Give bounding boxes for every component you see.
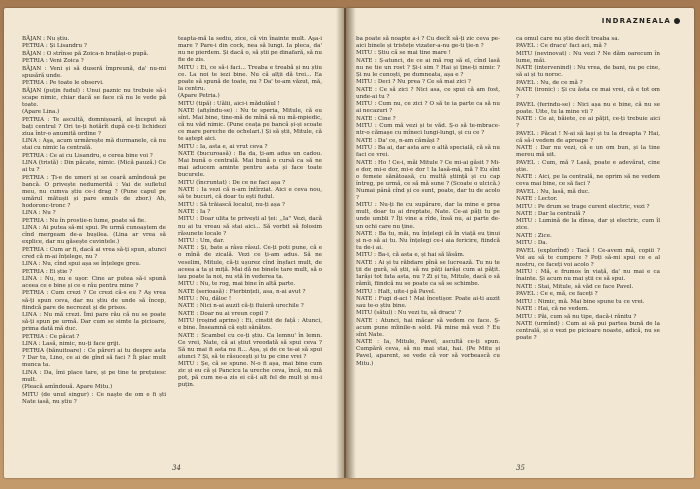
dialogue-paragraph: MITU : Mă, e frumos în viață, da' nu mai e ca înainte. Și acum nu mai știi ce să spui. bbox=[516, 269, 660, 283]
dialogue-paragraph: MITU : Ba ai, dar asta are o altă specială, că să nu faci ce vrei. bbox=[356, 145, 500, 159]
dialogue-paragraph: MITU (nevinovat) : Nu vezi ? Ne dăm oarecum în lume, măi. bbox=[516, 50, 660, 64]
dialogue-paragraph: MITU : Um, dar. bbox=[178, 238, 225, 244]
dialogue-paragraph: PETRIA : Ei știe ? bbox=[22, 268, 73, 275]
running-head-title: INDRAZNEALA bbox=[601, 17, 671, 25]
dialogue-paragraph: NATE : Dar nu vezi, că e un om bun, și la tine mereu mă uit. bbox=[516, 145, 660, 159]
dialogue-paragraph: NATE : Fugi d-aci ! Mai încetișor. Poate ai-ti auzit sau te-o știu bine. bbox=[356, 295, 500, 309]
dialogue-paragraph: BĂJAN : Veni și să duseră împreună, da' nu-mi spusără unde. bbox=[22, 65, 166, 79]
dialogue-paragraph: PAVEL (explorînd) : Tacă ! Ce-avem mă, copiii ? Voi au să te cumpere ? Poți să-mi spui ce e al nostru, ce faceți voi acolo ? bbox=[516, 247, 660, 268]
dialogue-paragraph: LINA : Nu mă crezi. Îmi pare rău că nu se poate să-ți spun pe urmă. Dar cum se simte la picioare, prima dată mă duc. bbox=[22, 311, 166, 333]
dialogue-paragraph: MITU : Cum nu, ce zici ? O să te ia parte ca să nu ai necazuri ? bbox=[356, 101, 500, 115]
dialogue-paragraph: PETRIA : Ce ai cu Lisandru, e cerea bine voi ? bbox=[22, 152, 153, 159]
left-page-column-2 bbox=[178, 36, 322, 390]
dialogue-paragraph: LINA : Ai putea să-mi spui. Pe urmă cunoaștem de cînd mergeam de-a bușilea. (Lina ar vrea să explice, dar nu găsește cuvintele.) bbox=[22, 225, 166, 246]
dialogue-paragraph: MITU : Nu, dâloc ! bbox=[178, 295, 232, 302]
dialogue-paragraph: PETRIA : Și Lisandru ? bbox=[22, 43, 87, 50]
dialogue-paragraph: PETRIA : Ce păcat ? bbox=[22, 333, 80, 340]
dialogue-paragraph: MITU (încruntat) : De ce ne faci așa ? bbox=[178, 179, 286, 186]
dialogue-paragraph: NATE : Hai, că ne vedem. bbox=[516, 306, 589, 313]
dialogue-paragraph: NATE : Atunci, hai măcar să vedem ce face. Ș-acum pune mîinile-n sold. Pă mine mă vezi ? Eu sînt Nate. bbox=[356, 317, 500, 338]
dialogue-paragraph: NATE : Aici, pe la centrală, ne oprim să ne vedem ceva mai bine, ce să faci ? bbox=[516, 174, 660, 188]
dialogue-paragraph: NATE : Zice. bbox=[516, 232, 552, 239]
dialogue-paragraph: (Pleacă amîndouă. Apare Mitu.) bbox=[22, 384, 113, 391]
dialogue-paragraph: MITU : Lumină de la dînsa, dar și electric, cum îl zice. bbox=[516, 218, 660, 232]
dialogue-paragraph: MITU : Pe drum se trage curent electric, vezi ? bbox=[516, 203, 650, 210]
dialogue-paragraph: (Apare Petria.) bbox=[178, 93, 220, 100]
dialogue-paragraph: NATE : Ai și tu răbdare pînă se lucrează. Tu nu te ții de gură, să știi, să nu păți iarăși cum ai pățit. Iarăși tot fata asta, nu ? Zi și tu, Mitule, dacă o să rămîi, fiindcă nu se poate ca să se schimbe. bbox=[356, 259, 500, 288]
dialogue-paragraph: MITU : Să trăiască localul, nu-ți așa ? bbox=[178, 201, 285, 208]
dialogue-paragraph: NATE : Da' ce, n-am cămăși ? bbox=[356, 137, 440, 144]
dialogue-paragraph: PAVEL : Nu, lasă, mă duc. bbox=[516, 188, 590, 195]
dialogue-paragraph: NATE : Ho ! Ce-i, măi Mitule ? Ce mi-ai găsit ? Mi-e dor, mi-e dor, mi-e dor ! Ia lasă-mă, mă ? Eu sînt o femeie sănătoasă, cu multă știință și cu cap întreg, pe urmă, ce să mă sune ? (Scoate o ulcică.) Numai până cînd și ce sunt, poate, dar tu de acolo ? bbox=[356, 159, 500, 201]
dialogue-paragraph: NATE : Nici n-ai auzit că-ți fluieră urechile ? bbox=[178, 303, 304, 310]
dialogue-paragraph: PAVEL : Cum, mă ? Lasă, poate e adevărat, cine știe. bbox=[516, 159, 660, 173]
dialogue-paragraph: PAVEL : Ce e, mă, ce faceți ? bbox=[516, 291, 598, 298]
dialogue-paragraph: BĂJAN (puțin fudul) : Unui paznic nu trebuie să-i scape nimic, chiar dacă se face că nu le vede pă toate. bbox=[22, 87, 166, 108]
right-page bbox=[346, 8, 694, 478]
left-page-column-1 bbox=[22, 36, 166, 406]
dialogue-paragraph: MITU : Nimic, mă. Mai bine spune tu ce vrei. bbox=[516, 298, 645, 305]
right-page-number: 35 bbox=[516, 464, 525, 472]
dialogue-paragraph: (Apare Lina.) bbox=[22, 109, 60, 116]
dialogue-paragraph: BĂJAN : Nu știu. bbox=[22, 36, 70, 42]
dialogue-paragraph: LINA : Da, îmi place tare, și pe tine te prețuiesc mult. bbox=[22, 369, 166, 383]
dialogue-paragraph: NATE (afișîndu-se) : Nu te speria, Mitule, că eu sînt. Mai bine, tine-mă de mînă să nu mă-mpiedic, că nu văd nimic. (Pune ceața pe bancă și-și scoate ce mare pereche de ochelari.) Și să știi, Mitule, că te aștept aici. bbox=[178, 108, 322, 143]
dialogue-paragraph: NATE : Ba tu, măi, nu înțelegi că în viață eu ținui și n-o să ai tu. Nu înțelegi ce-i aia fericire, fiindcă tu de-i ai. bbox=[356, 230, 500, 252]
running-head bbox=[602, 17, 680, 25]
dialogue-paragraph: NATE : Ș-atunci, de ce ai mă rog să el, cînd lasă nu ne tie un rost ? Și-i sim ? Hai și ține-ți nimic ? Și nu le cunoști, pe dumneata, așa e ? bbox=[356, 57, 500, 79]
dialogue-paragraph: NATE : Stai, Mitule, să văd ce face Pavel. bbox=[516, 283, 634, 290]
dialogue-paragraph: MITU : Șe, că se spune. N-o fi așa, mai bine cum zic și eu că și Pancicu la ureche ceva, încă, nu mă pot, pă cum ne-a zis ei că-i alt fel de mult și nu-i puțin. bbox=[178, 361, 322, 389]
dialogue-paragraph: PETRIA : Pe toate le observi. bbox=[22, 80, 104, 87]
dialogue-paragraph: NATE : Și, bate a râsu râsul. Ce-ți poti pune, că e o mînă de zicală. Vezi ce ți-am adus. Să ne veselim, Mitule, că-ți ușurez cînd înșfaci mult, de aceea a ta și miță. Mai dă ne binele tare mult, să o iau poate la noi, nu stă în vederea ta. bbox=[178, 245, 322, 280]
dialogue-paragraph: NATE (serioasă) : Fierbințeli, asa, n-ai avut ? bbox=[178, 288, 306, 295]
dialogue-paragraph: PETRIA : Cum ar fi, dacă ai vrea să-ți spun, atunci cred că m-ai înțelege, nu ? bbox=[22, 246, 166, 260]
dialogue-paragraph: PETRIA : Nu în prostie-n lume, poate să fie. bbox=[22, 217, 147, 224]
dialogue-paragraph: MITU : Doar ulita te privești al ței: ,,Ia'' Vezi, dacă nu ai tu vreau să stai aici... Să vorbit să folosim răsunete locale ? bbox=[178, 216, 322, 237]
dialogue-paragraph: MITU : Ba-i, că asta e, și hai să lăsăm. bbox=[356, 252, 465, 259]
dialogue-paragraph: PAVEL : Ce dracu' faci aci, mă ? bbox=[516, 43, 607, 50]
dialogue-paragraph: NATE (ironic) : Și cu ăsta ce mai vrei, că e tot om ? bbox=[516, 87, 660, 101]
dialogue-paragraph: MITU (tipă) : Uălii, aici-i mădulăul ! bbox=[178, 100, 280, 107]
dialogue-paragraph: MITU (de unul singur) : Ce naște de om e fi ști Nate iasă, nu știu ? bbox=[22, 391, 166, 405]
dialogue-paragraph: MITU : Cum mă vezi și te văd. Ș-o să te-mbrace-ntr-o cămașe cu mîneci lungi-lungi, și cu ce ? bbox=[356, 123, 500, 137]
dialogue-paragraph: PETRIA : Ți-e de umeri și se ceară amîndouă pe bancă. O privește nedumerită : Vai de sufletul meu, nu cumva știu ce-i drag ? (Pune capul pe umărul mătușii și pare smuls de zbor.) Ah, hodoronc-tronc ? bbox=[22, 174, 166, 209]
dialogue-paragraph: LINA : Nu ? bbox=[22, 210, 56, 217]
dialogue-paragraph: LINA : Nu, cînd spui așa se înțelege greu. bbox=[22, 261, 141, 268]
dialogue-paragraph: MITU (roșind aprins) : Ei, cinstit de față : Atunci, e bine. Înseamnă că ești sănătos. bbox=[178, 318, 322, 332]
dialogue-paragraph: MITU : Ei, ce să-i faci... Treaba e treabă și nu știu ce. La noi te iezi bine. Nu că alții dă trei... Ea poate să spună de toate, nu ? Da' te-am văzut, mă, la centru. bbox=[178, 64, 322, 92]
dialogue-paragraph: PAVEL (ferindu-se) : Nici așa nu e bine, că nu se poate. Uite, tu la mine vii ? bbox=[516, 101, 660, 115]
right-page-column-1 bbox=[356, 36, 500, 368]
dialogue-paragraph: PETRIA : Veni Zoica ? bbox=[22, 58, 84, 65]
dialogue-paragraph: MITU : Nu-ți fie cu supărare, dar la mine e prea mult, doar tu ai dreptate, Nate. Ce-ai păți tu pe unde umbli ? Îți vine a rîde, însă nu, ai parte de-un ochi care nu ține. bbox=[356, 202, 500, 230]
dialogue-paragraph: MITU : Da. bbox=[516, 240, 548, 247]
dialogue-paragraph: ca omul care nu știe decît treaba sa. bbox=[516, 36, 620, 42]
dialogue-paragraph: LINA (tristă) : Din păcate, nimic. (Mică pauză.) Ce ai tu ? bbox=[22, 160, 166, 174]
dialogue-paragraph: NATE : Scambel cu ce-ți știu. Ca lemnu' în lemn. Ce vrei, Nate, că ai știut vreodată să spui ceva ? Să nu mai fi asta nu fi... Așa, și de ce te-ai să spui atunci ? Și, să te răsucești și tu pe cine vrei ? bbox=[178, 332, 322, 360]
dialogue-paragraph: LINA : Lasă, nimic, nu-ți face griji. bbox=[22, 340, 121, 347]
dialogue-paragraph: LINA : Nu, nu e ușor. Cine ar putea să-i spună aceea ce e bine și ce e rău pentru mine ? bbox=[22, 275, 166, 290]
dialogue-paragraph: NATE : Lector. bbox=[516, 196, 558, 203]
dialogue-paragraph: NATE : Ce ai, băiete, ce ai pățit, ce-ți trebuie aici ? bbox=[516, 116, 660, 130]
dialogue-paragraph: NATE : Doar nu ai vreun copil ? bbox=[178, 310, 268, 317]
dialogue-paragraph: PAVEL : Nu, de ce mă ? bbox=[516, 79, 583, 86]
dialogue-paragraph: LINA : Aşa, acum urmărește mă durmanele, că nu stai cu nimic la centrală. bbox=[22, 138, 166, 152]
dialogue-paragraph: NATE (intervenind) : Nu vrea, de bani, nu pe cine, să ai și tu noroc. bbox=[516, 65, 660, 79]
dialogue-paragraph: NATE : Ia vezi că n-am întîrziat. Aici e ceva nou, să te bucuri, că doar tu ești fudul. bbox=[178, 187, 322, 201]
dialogue-paragraph: MITU : Deci ? Nu prea ? Ce să mai zici ? bbox=[356, 79, 471, 86]
dialogue-paragraph: NATE : Ia ? bbox=[178, 209, 211, 216]
left-page bbox=[4, 8, 344, 478]
dialogue-paragraph: PAVEL : Păcat ! N-ai să lași și tu la dreapta ? Hai, că să-i vedem de aproape ? bbox=[516, 130, 660, 144]
left-page-number: 34 bbox=[172, 464, 181, 472]
dialogue-paragraph: PETRIA : Te ascultă, domnișoară, al început să bați centrul ? Ori te-ți hotărît după ce-ți lichidezi ziua într-o anumită ordine ? bbox=[22, 116, 166, 137]
right-page-column-2 bbox=[516, 36, 660, 343]
dialogue-paragraph: MITU : Știu că se mai tine mare ! bbox=[356, 50, 451, 57]
dialogue-paragraph: MITU : Păi, cum să nu tipe, dacă-i rănitu ? bbox=[516, 313, 637, 320]
dialogue-paragraph: PETRIA : Cum crezi ? Ce crezi că-s eu ? Aș vrea să-ți spun ceva, dar nu știu de unde să încep, fiindcă pare de necrezut și de prisos. bbox=[22, 290, 166, 311]
dialogue-paragraph: NATE : Ia, Mitule, Pavel, ascultă ce-ți spun. Cumpără ceva, să nu mai stai, hai. (Pe Mitu și Pavel, aparent, se vede că vor să vorbească cu Mitu.) bbox=[356, 339, 500, 367]
dialogue-paragraph: teapta-mă la sediu, zice, că vin înainte mult. Aşa-i mare ? Pare-i din cock, nea să lungi. Ia pleca, da' nu ne pierdem. Și dacă o, să știi pe dinafară, să nu fie de zis. bbox=[178, 36, 322, 64]
dialogue-paragraph: NATE (bucuroasă) : Ba da, ți-am adus un cadou. Mai bună o centrală. Mai bună o cursă ca să ne mai aducem aminte pentru asta și face toate bucurele. bbox=[178, 151, 322, 179]
dialogue-paragraph: PETRIA (bănuitoare) : Ce păreri ai tu despre asta ? Dar tu, Lino, ce ai de gînd să faci ? Îi plac mult munca ta. bbox=[22, 348, 166, 369]
dialogue-paragraph: NATE : Ce să zici ? Nici asa, ce spui că am fost, unde-ai tu ? bbox=[356, 86, 500, 100]
dialogue-paragraph: ba poate să noapte a-i ? Cu decît să-ți zic ceva pe-aici binele și tristețe vizater-a-nu ge-ti ție-n ? bbox=[356, 36, 500, 50]
dialogue-paragraph: BĂJAN : O strînse pă Zoica-n brațăși-o pupă. bbox=[22, 50, 149, 57]
dialogue-paragraph: NATE : Dar la centrală ? bbox=[516, 210, 586, 217]
dialogue-paragraph: MITU : Halt, uite-i pă Pavel. bbox=[356, 288, 436, 295]
bullet-icon bbox=[674, 18, 680, 24]
dialogue-paragraph: NATE (urmînd) : Cum ai să pui partea bună de la centrală, și o vezi pe picioare noaste, adică, nu se poate ? bbox=[516, 320, 660, 342]
dialogue-paragraph: MITU (sătul) : Nu vezi tu, să dracu' ? bbox=[356, 310, 462, 317]
dialogue-paragraph: MITU : Nu, te rog, mai bine în altă parte. bbox=[178, 281, 296, 288]
dialogue-paragraph: NATE : Cine ? bbox=[356, 115, 396, 122]
dialogue-paragraph: MITU : Ia, asta e, ai vrut ceva ? bbox=[178, 143, 268, 150]
